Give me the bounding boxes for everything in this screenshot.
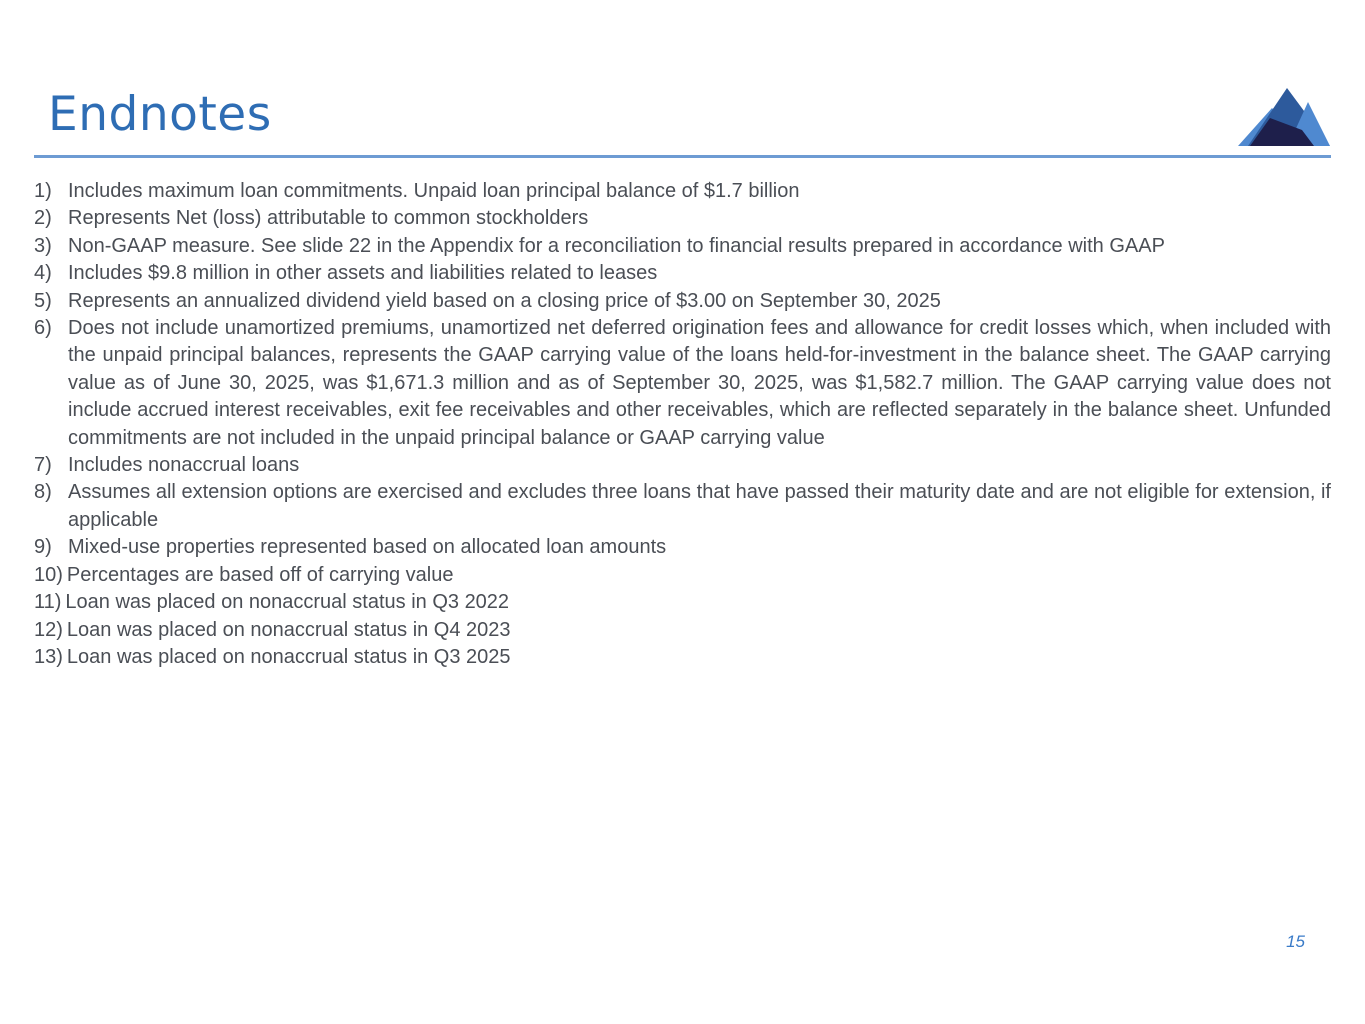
endnote-text: Includes nonaccrual loans <box>68 454 300 477</box>
endnote-text: Non-GAAP measure. See slide 22 in the Appendix for a reconciliation to financial results prepared in accordance with GAAP <box>68 234 1165 257</box>
endnote-text: Represents Net (loss) attributable to common stockholders <box>68 207 589 230</box>
endnote-text: Does not include unamortized premiums, unamortized net deferred origination fees and allowance for credit losses which, when included with the unpaid principal balances, represents the GAAP carrying value of the loans held-for-investment in the balance sheet. The GAAP carrying value as of June 30, 2025, was $1,671.3 million and as of September 30, 2025, was $1,582.7 million. The GAAP carrying value does not include accrued interest receivables, exit fee receivables and other receivables, which are reflected separately in the balance sheet. Unfunded commitments are not included in the unpaid principal balance or GAAP carrying value <box>68 317 1331 449</box>
mountain-logo-icon <box>1236 88 1332 148</box>
endnote-item <box>34 260 1331 287</box>
endnote-item <box>34 562 1331 589</box>
endnote-text: Percentages are based off of carrying value <box>66 563 454 586</box>
endnote-number: 11) <box>34 591 62 614</box>
title-divider <box>34 155 1331 158</box>
endnote-number: 9) <box>34 536 52 559</box>
endnote-text: Represents an annualized dividend yield based on a closing price of $3.00 on September 30, 2025 <box>68 289 941 312</box>
endnote-number: 7) <box>34 454 52 477</box>
endnote-number: 4) <box>34 262 52 285</box>
endnote-item <box>34 205 1331 232</box>
endnote-number: 12) <box>34 618 63 641</box>
endnote-item <box>34 452 1331 479</box>
endnote-text: Assumes all extension options are exercised and excludes three loans that have passed their maturity date and are not eligible for extension, if applicable <box>68 481 1331 531</box>
endnote-item <box>34 479 1331 534</box>
endnote-item <box>34 288 1331 315</box>
endnote-item <box>34 617 1331 644</box>
endnote-item <box>34 644 1331 671</box>
endnote-item <box>34 178 1331 205</box>
endnote-text: Mixed-use properties represented based on allocated loan amounts <box>68 536 667 559</box>
endnote-text: Loan was placed on nonaccrual status in Q4 2023 <box>66 618 511 641</box>
page-number: 15 <box>1286 932 1305 951</box>
endnote-item <box>34 233 1331 260</box>
endnote-text: Loan was placed on nonaccrual status in Q3 2022 <box>65 591 510 614</box>
page-title: Endnotes <box>48 87 272 142</box>
endnote-number: 8) <box>34 481 52 504</box>
endnote-item <box>34 315 1331 452</box>
endnote-item <box>34 589 1331 616</box>
endnote-text: Includes maximum loan commitments. Unpaid loan principal balance of $1.7 billion <box>68 180 800 202</box>
endnotes-list <box>34 178 1331 671</box>
endnote-item <box>34 534 1331 561</box>
endnote-number: 3) <box>34 234 52 257</box>
endnote-number: 5) <box>34 289 52 312</box>
endnote-number: 13) <box>34 645 63 668</box>
endnote-text: Includes $9.8 million in other assets and liabilities related to leases <box>68 262 658 285</box>
endnote-number: 1) <box>34 180 52 202</box>
endnote-number: 2) <box>34 207 52 230</box>
endnote-number: 10) <box>34 563 63 586</box>
endnote-text: Loan was placed on nonaccrual status in Q3 2025 <box>66 645 511 668</box>
endnote-number: 6) <box>34 317 52 340</box>
